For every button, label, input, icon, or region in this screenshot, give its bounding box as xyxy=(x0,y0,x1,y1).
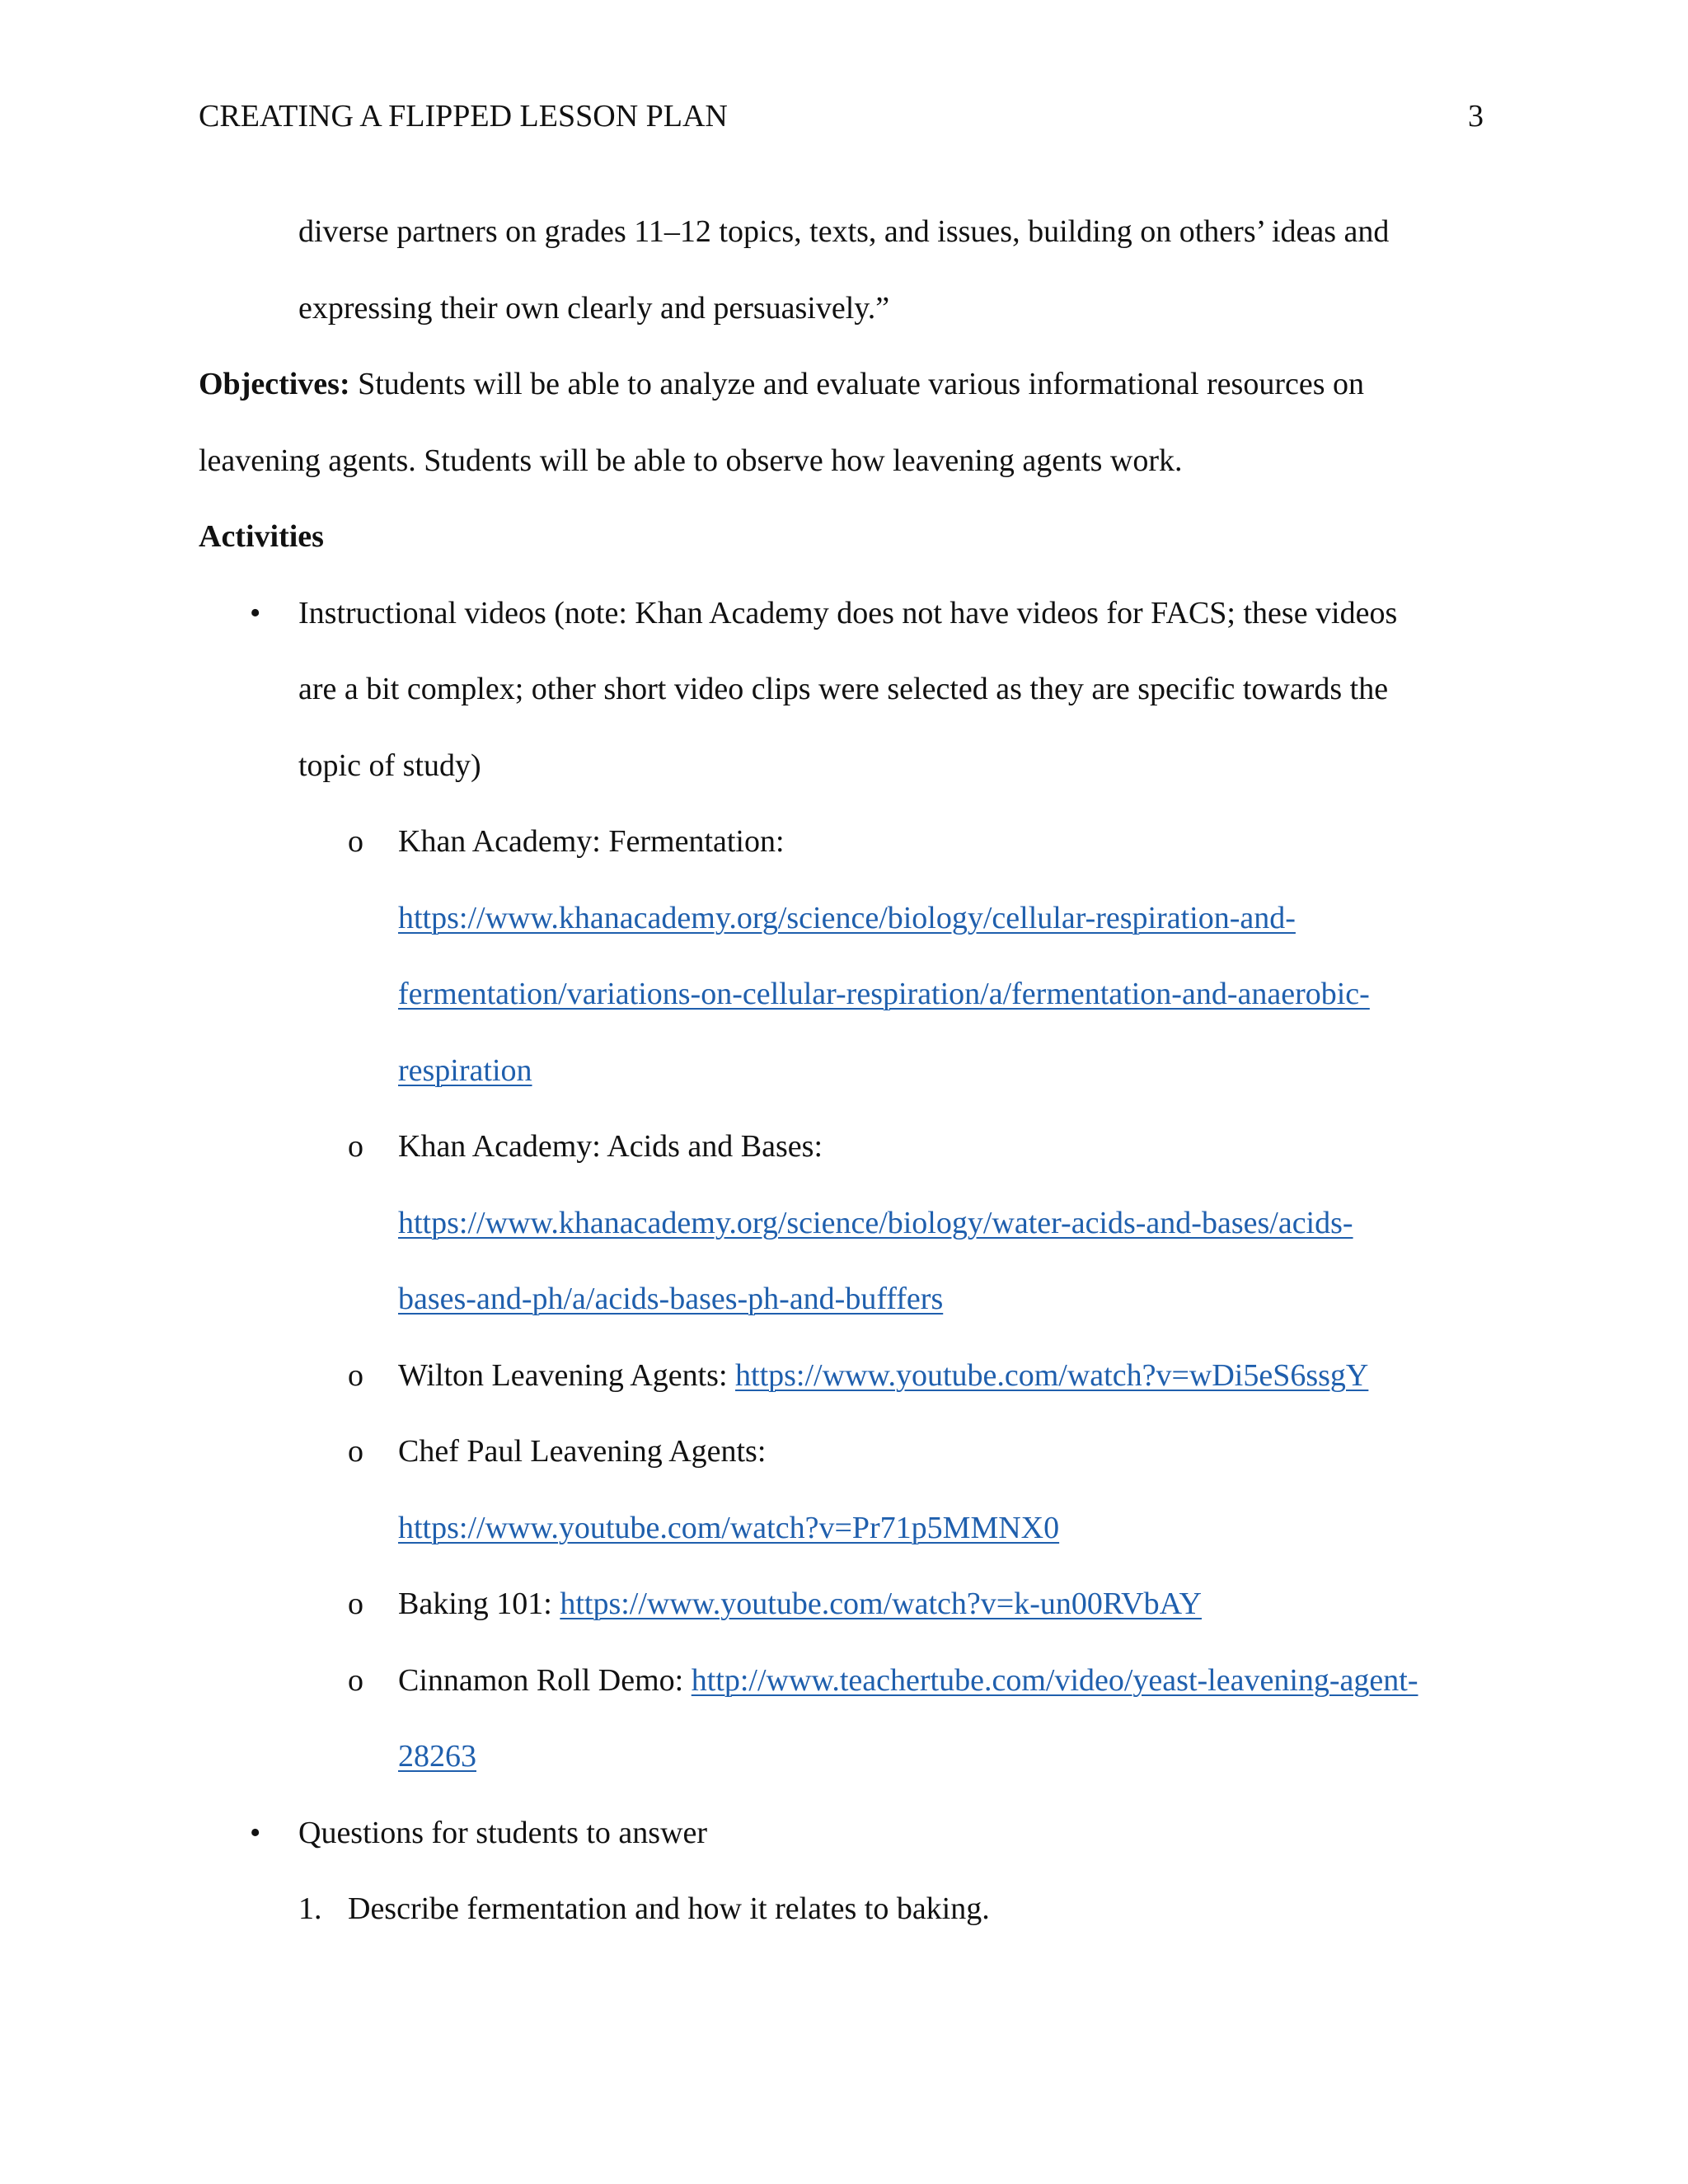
list-item-wilton: o Wilton Leavening Agents: https://www.youtube.com/watch?v=wDi5eS6ssgY xyxy=(199,1338,1484,1414)
chef-paul-link-line xyxy=(199,1490,1484,1567)
videos-bullet-line-3: topic of study) xyxy=(298,748,481,783)
cinnamon-roll-link-cont[interactable]: 28263 xyxy=(398,1739,476,1774)
list-item-baking-101: o Baking 101: https://www.youtube.com/watch?v=k-un00RVbAY xyxy=(199,1566,1484,1643)
question-text: Describe fermentation and how it relates to baking. xyxy=(348,1891,990,1926)
bullet-icon: • xyxy=(250,595,261,630)
list-item-cinnamon-roll: o Cinnamon Roll Demo: http://www.teachertube.com/video/yeast-leavening-agent- xyxy=(199,1643,1484,1719)
khan-fermentation-link-line-3 xyxy=(199,1033,1484,1109)
standard-continuation-line-2: expressing their own clearly and persuasively.” xyxy=(298,290,890,326)
list-item-khan-fermentation: o Khan Academy: Fermentation: xyxy=(199,804,1484,880)
list-item-khan-acids-bases: o Khan Academy: Acids and Bases: xyxy=(199,1108,1484,1185)
khan-acids-link[interactable]: https://www.khanacademy.org/science/biology/water-acids-and-bases/acids- xyxy=(398,1205,1353,1240)
khan-fermentation-link-end[interactable]: respiration xyxy=(398,1052,532,1088)
sub-bullet-icon: o xyxy=(348,1662,363,1698)
khan-fermentation-link-line-1 xyxy=(199,880,1484,957)
sub-bullet-icon: o xyxy=(348,1586,363,1621)
objectives-line-1 xyxy=(199,346,1484,423)
khan-fermentation-link-line-2 xyxy=(199,956,1484,1033)
sub-bullet-icon: o xyxy=(348,824,363,859)
activities-heading: Activities xyxy=(199,519,324,554)
sub-bullet-icon: o xyxy=(348,1434,363,1469)
khan-acids-link-line-2 xyxy=(199,1261,1484,1338)
list-item-chef-paul: o Chef Paul Leavening Agents: xyxy=(199,1413,1484,1490)
khan-fermentation-link[interactable]: https://www.khanacademy.org/science/biology/cellular-respiration-and- xyxy=(398,900,1296,935)
khan-acids-link-cont[interactable]: bases-and-ph/a/acids-bases-ph-and-bufffers xyxy=(398,1282,944,1316)
khan-acids-link-line-1 xyxy=(199,1185,1484,1262)
wilton-link[interactable]: https://www.youtube.com/watch?v=wDi5eS6ssgY xyxy=(735,1357,1369,1393)
baking-101-link[interactable]: https://www.youtube.com/watch?v=k-un00RVbAY xyxy=(560,1586,1202,1621)
cinnamon-roll-link-line-2 xyxy=(199,1718,1484,1795)
khan-fermentation-link-cont[interactable]: fermentation/variations-on-cellular-respiration/a/fermentation-and-anaerobic- xyxy=(398,977,1370,1011)
page-number: 3 xyxy=(1468,99,1484,134)
videos-bullet-line-2: are a bit complex; other short video clips were selected as they are specific towards the xyxy=(298,672,1389,706)
bullet-icon: • xyxy=(250,1815,261,1850)
objectives-text: Students will be able to analyze and evaluate various informational resources on xyxy=(349,367,1364,401)
questions-bullet: • Questions for students to answer xyxy=(199,1795,1484,1872)
question-item-1 xyxy=(199,1871,1484,1947)
standard-continuation-line-1: diverse partners on grades 11–12 topics, texts, and issues, building on others’ ideas and xyxy=(298,214,1390,249)
cinnamon-roll-link[interactable]: http://www.teachertube.com/video/yeast-leavening-agent- xyxy=(691,1662,1418,1698)
sub-bullet-icon: o xyxy=(348,1129,363,1164)
objectives-label: Objectives: xyxy=(199,367,350,401)
running-head: CREATING A FLIPPED LESSON PLAN xyxy=(199,99,728,134)
videos-bullet-line-1: • Instructional videos (note: Khan Academy does not have videos for FACS; these videos xyxy=(199,575,1484,652)
page-header xyxy=(199,96,1484,136)
chef-paul-link[interactable]: https://www.youtube.com/watch?v=Pr71p5MMNX0 xyxy=(398,1510,1060,1545)
document-body xyxy=(199,194,1484,1947)
sub-bullet-icon: o xyxy=(348,1357,363,1393)
objectives-line-2: leavening agents. Students will be able to observe how leavening agents work. xyxy=(199,443,1183,478)
question-number: 1. xyxy=(298,1891,322,1926)
